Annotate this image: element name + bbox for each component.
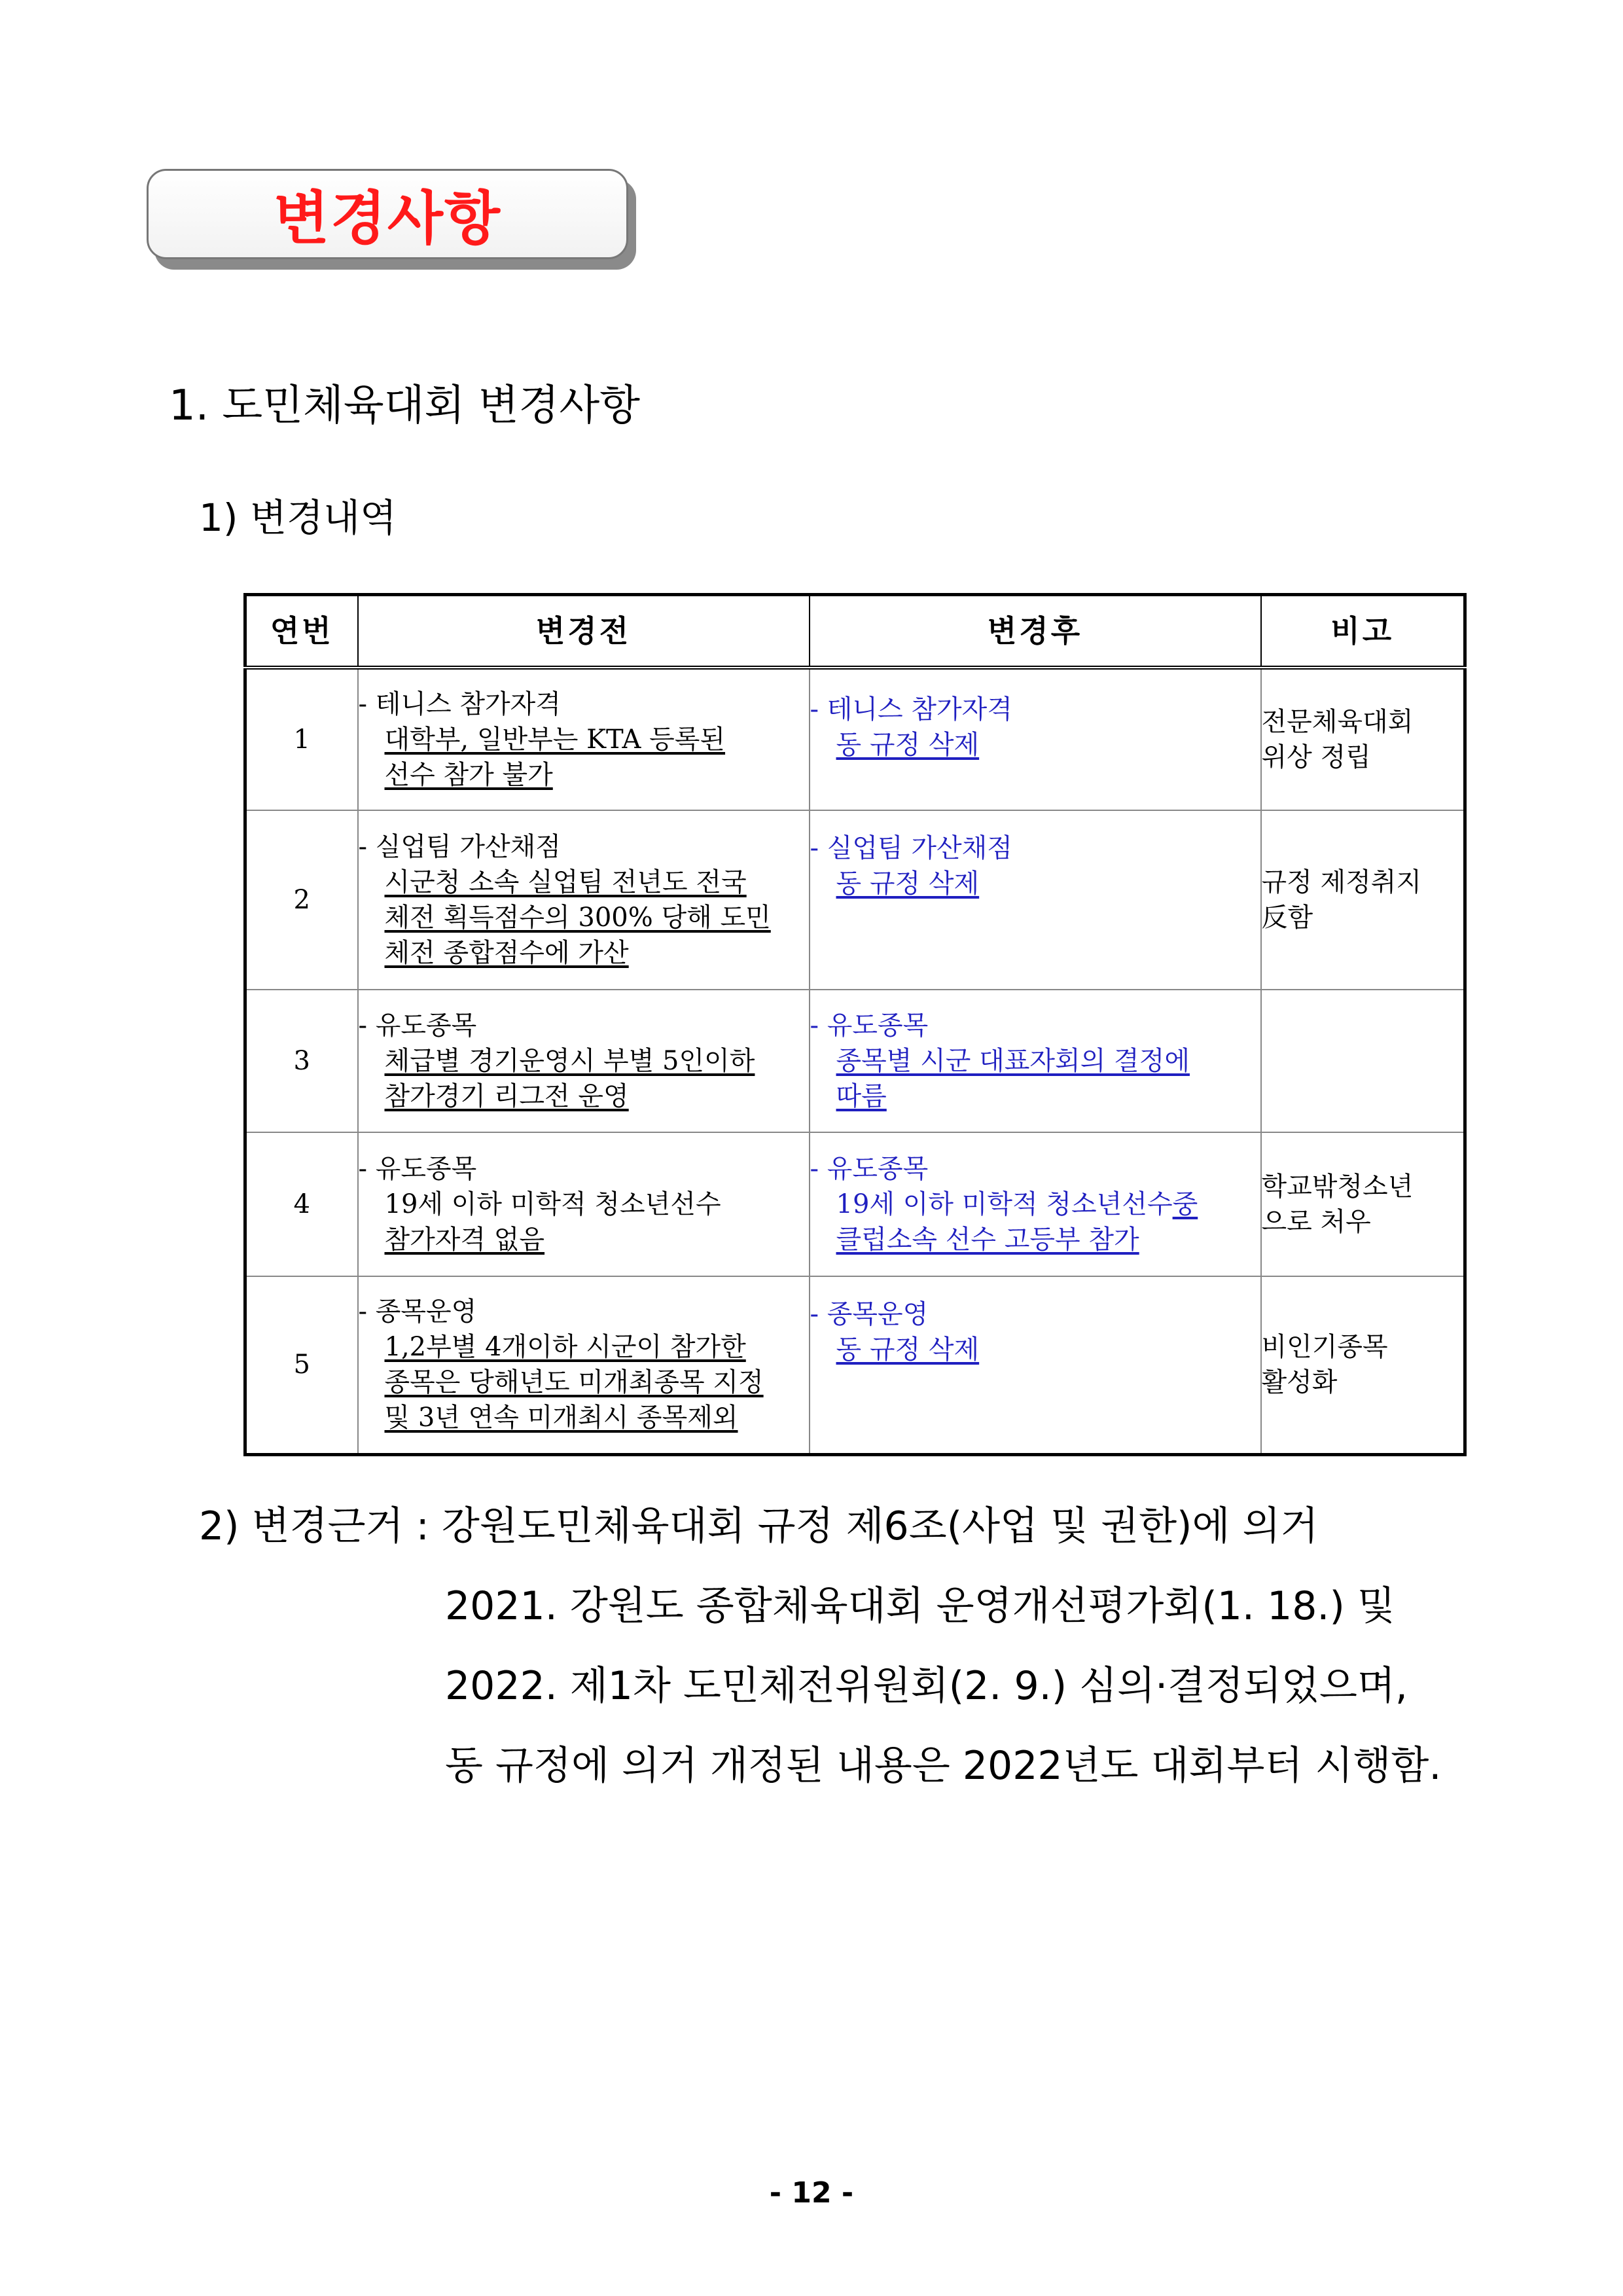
row-number: 5 [245, 1276, 358, 1454]
before-detail [359, 1329, 809, 1435]
row-number: 4 [245, 1132, 358, 1276]
before-detail-line: 종목은 당해년도 미개최종목 지정 [384, 1367, 764, 1398]
before-detail [359, 722, 809, 793]
basis-line: 2) 변경근거 : 강원도민체육대회 규정 제6조(사업 및 권한)에 의거 [199, 1503, 1319, 1549]
after-cell [810, 1132, 1261, 1276]
note-line: 反함 [1261, 903, 1313, 933]
before-detail-line: 체전 종합점수에 가산 [384, 938, 629, 968]
after-cell [810, 990, 1261, 1132]
header-after: 변경후 [810, 595, 1261, 668]
before-cell [358, 1132, 810, 1276]
basis-line: 2021. 강원도 종합체육대회 운영개선평가회(1. 18.) 및 [445, 1583, 1395, 1629]
before-detail-line: 체전 획득점수의 300% 당해 도민 [384, 903, 771, 933]
note-line: 학교밖청소년 [1261, 1172, 1414, 1202]
before-detail [359, 865, 809, 971]
after-item: - 유도종목 [810, 1011, 929, 1041]
before-detail-plain: 19세 이하 미학적 청소년선수 [384, 1189, 721, 1219]
note-line: 위상 정립 [1261, 742, 1371, 772]
page-number: - 12 - [769, 2176, 854, 2210]
row-number: 1 [245, 668, 358, 810]
table-row [245, 1276, 1465, 1454]
changes-table [243, 593, 1467, 1456]
subsection-heading: 1) 변경내역 [199, 495, 397, 540]
header-num: 연번 [245, 595, 358, 668]
section-heading: 1. 도민체육대회 변경사항 [169, 382, 640, 430]
title-box [147, 169, 628, 259]
after-detail [810, 866, 1260, 901]
table-row [245, 668, 1465, 810]
after-cell [810, 1276, 1261, 1454]
note-line: 비인기종목 [1261, 1332, 1388, 1363]
basis-line: 2022. 제1차 도민체전위원회(2. 9.) 심의·결정되었으며, [445, 1663, 1408, 1709]
before-detail-line: 및 3년 연속 미개최시 종목제외 [384, 1403, 738, 1433]
table-header-row [245, 595, 1465, 668]
row-number: 2 [245, 810, 358, 990]
before-cell [358, 668, 810, 810]
note-line: 전문체육대회 [1261, 707, 1414, 737]
row-number: 3 [245, 990, 358, 1132]
basis-line: 동 규정에 의거 개정된 내용은 2022년도 대회부터 시행함. [445, 1743, 1442, 1789]
before-cell [358, 990, 810, 1132]
before-detail-line: 1,2부별 4개이하 시군이 참가한 [384, 1332, 746, 1363]
after-detail-line: 동 규정 삭제 [836, 1335, 980, 1365]
after-detail-plain: 19세 이하 미학적 청소년선수 [836, 1189, 1173, 1219]
note-line: 으로 처우 [1261, 1207, 1371, 1237]
before-item: - 실업팀 가산채점 [358, 832, 561, 862]
after-item: - 유도종목 [810, 1154, 929, 1184]
note-line: 규정 제정취지 [1261, 867, 1422, 897]
before-item: - 유도종목 [358, 1011, 477, 1041]
note-cell [1261, 1276, 1465, 1454]
before-item: - 테니스 참가자격 [358, 689, 561, 719]
table-row [245, 810, 1465, 990]
after-detail-line: 클럽소속 선수 고등부 참가 [836, 1225, 1139, 1255]
after-detail-line: 동 규정 삭제 [836, 730, 980, 760]
before-cell [358, 1276, 810, 1454]
before-detail-line: 체급별 경기운영시 부별 5인이하 [384, 1046, 755, 1076]
before-detail-line: 선수 참가 불가 [384, 760, 553, 790]
after-detail [810, 1043, 1260, 1114]
after-cell [810, 810, 1261, 990]
header-before: 변경전 [358, 595, 810, 668]
before-detail-line: 시군청 소속 실업팀 전년도 전국 [384, 867, 747, 897]
before-cell [358, 810, 810, 990]
before-detail-line: 대학부, 일반부는 KTA 등록된 [384, 725, 726, 755]
before-detail-line: 참가경기 리그전 운영 [384, 1081, 629, 1111]
before-item: - 유도종목 [358, 1154, 477, 1184]
after-detail [810, 1332, 1260, 1367]
after-item: - 실업팀 가산채점 [810, 833, 1012, 863]
after-cell [810, 668, 1261, 810]
page-title: 변경사항 [273, 185, 502, 252]
after-item: - 테니스 참가자격 [810, 694, 1012, 725]
note-cell [1261, 1132, 1465, 1276]
note-cell [1261, 990, 1465, 1132]
table-row [245, 990, 1465, 1132]
after-detail-line: 따름 [836, 1081, 887, 1111]
note-cell [1261, 668, 1465, 810]
after-detail-line: 중 [1172, 1189, 1198, 1219]
before-item: - 종목운영 [358, 1297, 477, 1327]
header-note: 비고 [1261, 595, 1465, 668]
note-cell [1261, 810, 1465, 990]
table-row [245, 1132, 1465, 1276]
after-detail-line: 동 규정 삭제 [836, 869, 980, 899]
before-detail [359, 1043, 809, 1114]
after-detail [810, 727, 1260, 762]
after-item: - 종목운영 [810, 1299, 929, 1329]
after-detail [810, 1187, 1260, 1257]
before-detail [359, 1187, 809, 1257]
before-detail-line: 참가자격 없음 [384, 1225, 545, 1255]
after-detail-line: 종목별 시군 대표자회의 결정에 [836, 1046, 1190, 1076]
note-line: 활성화 [1261, 1367, 1338, 1398]
